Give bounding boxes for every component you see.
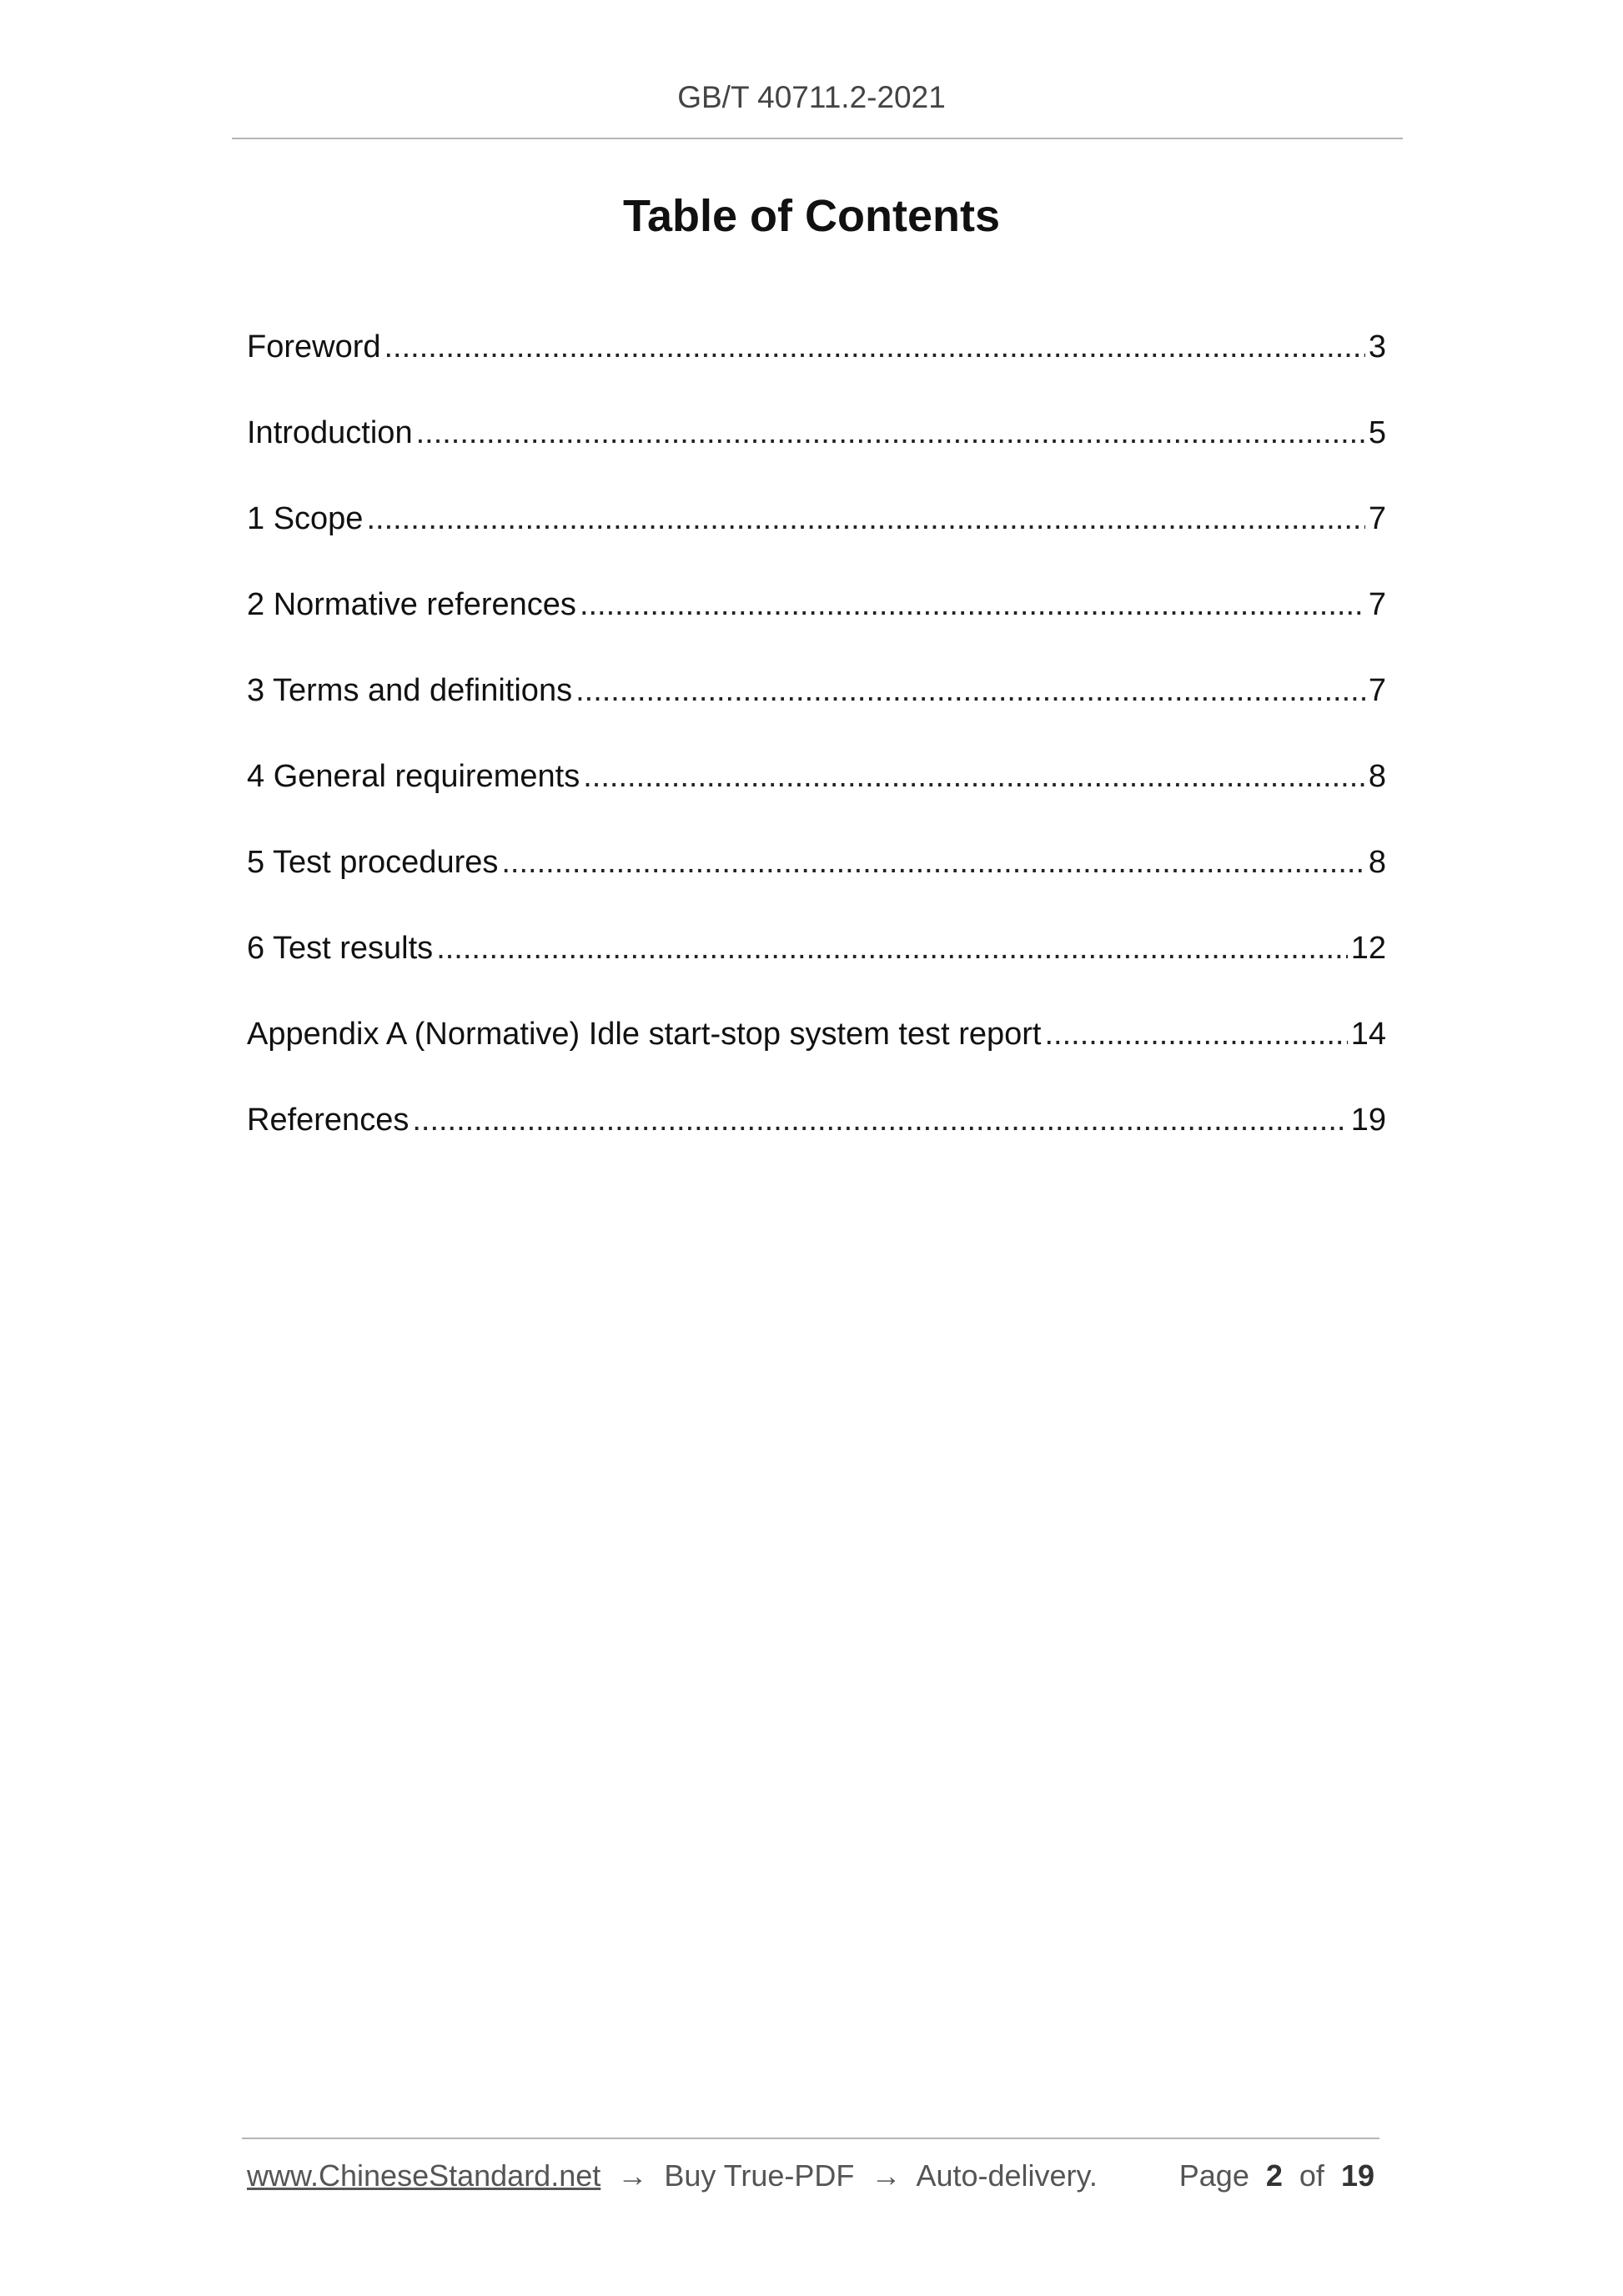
page-number bbox=[1179, 2158, 1374, 2193]
toc-entry-normative-references[interactable] bbox=[247, 581, 1386, 667]
table-of-contents bbox=[247, 324, 1386, 1183]
toc-entry-appendix-a[interactable] bbox=[247, 1011, 1386, 1097]
toc-entry-scope[interactable] bbox=[247, 495, 1386, 581]
buy-true-pdf-text: Buy True-PDF bbox=[664, 2158, 855, 2193]
toc-entry-references[interactable] bbox=[247, 1097, 1386, 1183]
toc-entry-label: Introduction bbox=[247, 415, 413, 450]
toc-dot-leader bbox=[436, 925, 1348, 972]
auto-delivery-text: Auto-delivery. bbox=[916, 2158, 1098, 2193]
toc-entry-label: References bbox=[247, 1103, 410, 1138]
website-link[interactable]: www.ChineseStandard.net bbox=[247, 2158, 601, 2193]
toc-entry-label: Appendix A (Normative) Idle start-stop system test report bbox=[247, 1017, 1042, 1052]
toc-entry-label: 3 Terms and definitions bbox=[247, 673, 573, 708]
toc-entry-general-requirements[interactable] bbox=[247, 753, 1386, 839]
toc-entry-page: 5 bbox=[1368, 415, 1386, 450]
toc-entry-page: 19 bbox=[1350, 1103, 1386, 1138]
footer-promo bbox=[247, 2158, 1098, 2193]
toc-entry-page: 7 bbox=[1368, 501, 1386, 536]
toc-entry-test-results[interactable] bbox=[247, 925, 1386, 1011]
toc-dot-leader bbox=[575, 667, 1365, 714]
toc-entry-page: 7 bbox=[1368, 587, 1386, 622]
toc-entry-page: 12 bbox=[1350, 931, 1386, 966]
toc-entry-label: 6 Test results bbox=[247, 931, 434, 966]
toc-entry-page: 14 bbox=[1350, 1017, 1386, 1052]
toc-entry-terms-and-definitions[interactable] bbox=[247, 667, 1386, 753]
toc-dot-leader bbox=[583, 753, 1365, 800]
toc-entry-page: 7 bbox=[1368, 673, 1386, 708]
footer-divider bbox=[242, 2138, 1379, 2139]
toc-entry-introduction[interactable] bbox=[247, 409, 1386, 495]
toc-entry-test-procedures[interactable] bbox=[247, 839, 1386, 925]
header-divider bbox=[232, 138, 1403, 139]
arrow-right-icon: → bbox=[871, 2158, 902, 2193]
toc-dot-leader bbox=[1045, 1011, 1348, 1058]
page-footer bbox=[247, 2158, 1374, 2193]
toc-entry-page: 8 bbox=[1368, 845, 1386, 880]
toc-dot-leader bbox=[366, 495, 1364, 542]
toc-dot-leader bbox=[384, 324, 1365, 370]
document-id-header: GB/T 40711.2-2021 bbox=[677, 80, 946, 114]
of-word: of bbox=[1299, 2158, 1324, 2193]
page-title: Table of Contents bbox=[623, 191, 1000, 241]
arrow-right-icon: → bbox=[617, 2158, 648, 2193]
toc-entry-label: 4 General requirements bbox=[247, 759, 580, 794]
toc-entry-foreword[interactable] bbox=[247, 324, 1386, 409]
toc-dot-leader bbox=[416, 409, 1365, 456]
toc-entry-label: 1 Scope bbox=[247, 501, 364, 536]
toc-dot-leader bbox=[412, 1097, 1347, 1143]
total-page-count: 19 bbox=[1340, 2158, 1374, 2193]
page-word: Page bbox=[1178, 2158, 1249, 2193]
toc-entry-page: 8 bbox=[1368, 759, 1386, 794]
toc-dot-leader bbox=[501, 839, 1364, 886]
toc-entry-label: 2 Normative references bbox=[247, 587, 576, 622]
toc-dot-leader bbox=[580, 581, 1365, 628]
toc-entry-label: 5 Test procedures bbox=[247, 845, 499, 880]
current-page-number: 2 bbox=[1265, 2158, 1283, 2193]
toc-entry-page: 3 bbox=[1368, 329, 1386, 364]
toc-entry-label: Foreword bbox=[247, 329, 381, 364]
